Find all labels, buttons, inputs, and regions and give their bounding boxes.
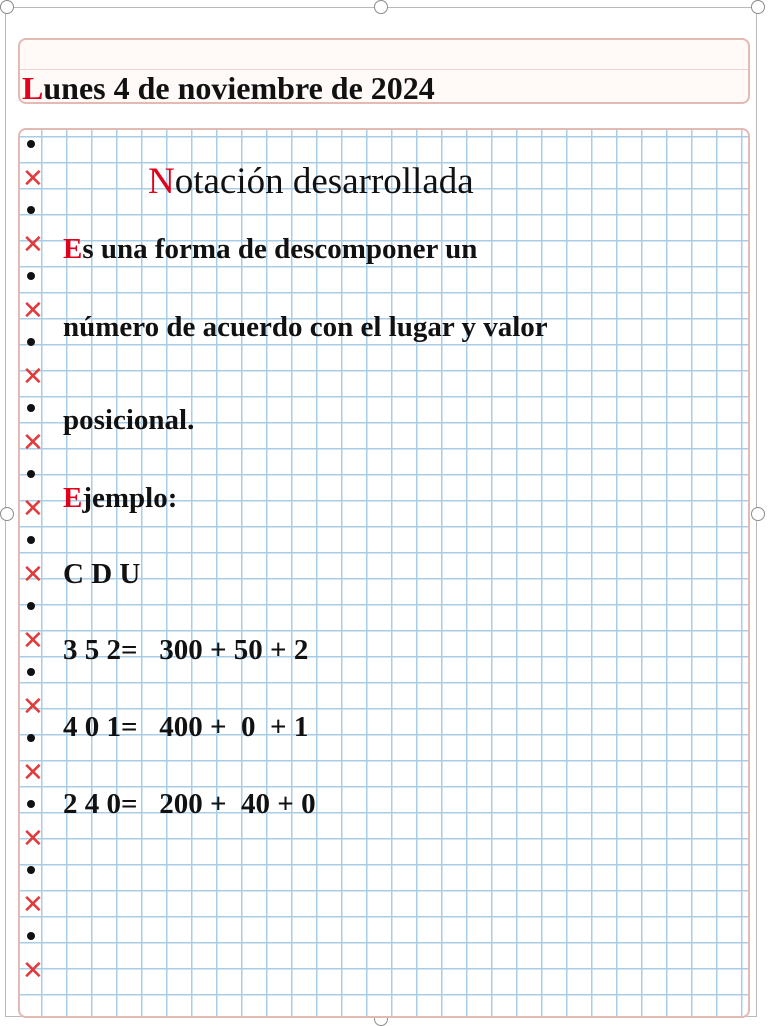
margin-x-icon: ✕ (22, 164, 44, 194)
margin-x-icon: ✕ (22, 230, 44, 260)
margin-x-icon: ✕ (22, 494, 44, 524)
margin-dot-icon (27, 866, 35, 874)
margin-dot-icon (27, 668, 35, 676)
margin-x-icon: ✕ (22, 428, 44, 458)
example-label-text: jemplo: (82, 482, 178, 514)
margin-dot-icon (27, 602, 35, 610)
example-label (63, 481, 177, 515)
margin-x-icon: ✕ (22, 824, 44, 854)
margin-dot-icon (27, 800, 35, 808)
resize-handle-top-center[interactable] (374, 0, 388, 14)
resize-handle-middle-right[interactable] (751, 507, 765, 521)
example-row: 4 0 1= 400 + 0 + 1 (63, 711, 309, 743)
page-title (148, 160, 474, 204)
margin-strip (18, 128, 44, 1018)
margin-x-icon: ✕ (22, 890, 44, 920)
margin-x-icon: ✕ (22, 956, 44, 986)
resize-handle-top-right[interactable] (751, 0, 765, 14)
margin-x-icon: ✕ (22, 692, 44, 722)
margin-dot-icon (27, 470, 35, 478)
place-value-header: C D U (63, 558, 141, 590)
definition-line-3: posicional. (63, 404, 195, 436)
example-row: 3 5 2= 300 + 50 + 2 (63, 634, 309, 666)
title-initial: N (148, 161, 175, 202)
margin-x-icon: ✕ (22, 560, 44, 590)
margin-x-icon: ✕ (22, 362, 44, 392)
margin-dot-icon (27, 140, 35, 148)
definition-line-1 (63, 232, 477, 266)
margin-dot-icon (27, 932, 35, 940)
date-text: unes 4 de noviembre de 2024 (43, 70, 435, 106)
margin-x-icon: ✕ (22, 296, 44, 326)
margin-dot-icon (27, 338, 35, 346)
example-row: 2 4 0= 200 + 40 + 0 (63, 788, 316, 820)
margin-dot-icon (27, 536, 35, 544)
resize-handle-top-left[interactable] (0, 0, 14, 14)
date-heading (22, 68, 435, 108)
margin-dot-icon (27, 206, 35, 214)
definition-line-2: número de acuerdo con el lugar y valor (63, 311, 548, 343)
margin-x-icon: ✕ (22, 758, 44, 788)
resize-handle-middle-left[interactable] (0, 507, 14, 521)
margin-dot-icon (27, 734, 35, 742)
date-initial: L (22, 70, 44, 106)
margin-x-icon: ✕ (22, 626, 44, 656)
definition-initial: E (63, 233, 83, 265)
margin-dot-icon (27, 272, 35, 280)
definition-line-1-text: s una forma de descomponer un (82, 233, 478, 265)
example-initial: E (63, 482, 83, 514)
title-text: otación desarrollada (174, 161, 474, 202)
margin-dot-icon (27, 404, 35, 412)
